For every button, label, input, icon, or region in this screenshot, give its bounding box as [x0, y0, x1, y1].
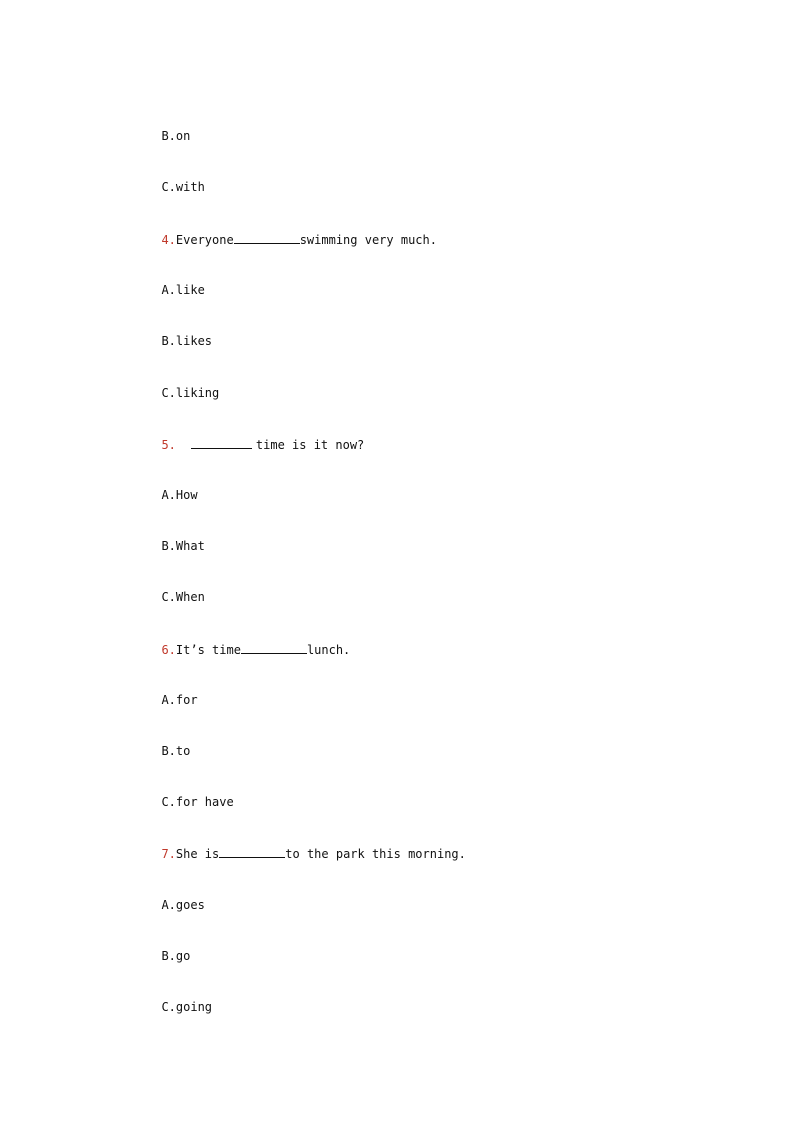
question-text-after: swimming very much. — [299, 233, 437, 247]
option-b-q7 — [147, 932, 190, 964]
answer-blank — [219, 845, 285, 858]
option-c-q4 — [147, 369, 219, 401]
question-text-after: time is it now? — [255, 438, 365, 452]
option-a-q5 — [147, 471, 198, 503]
question-text-after: to the park this morning. — [285, 847, 466, 861]
option-text: for have — [175, 795, 234, 809]
option-a-q6 — [147, 676, 198, 708]
question-4 — [147, 215, 437, 248]
option-a-q7 — [147, 881, 205, 913]
answer-blank — [241, 641, 307, 654]
question-text-before: Everyone — [175, 233, 234, 247]
option-text: When — [175, 590, 205, 604]
option-text: What — [175, 539, 205, 553]
question-number: 5. — [161, 438, 176, 452]
option-c-q3 — [147, 163, 205, 195]
option-text: for — [175, 693, 198, 707]
option-text: go — [175, 949, 191, 963]
option-text: goes — [175, 898, 205, 912]
question-text-before: It’s time — [175, 643, 241, 657]
option-label: C. — [161, 180, 176, 194]
option-label: C. — [161, 590, 176, 604]
answer-blank — [191, 436, 252, 449]
option-b-q6 — [147, 727, 190, 759]
option-text: on — [175, 129, 191, 143]
option-text: liking — [175, 386, 220, 400]
question-number: 7. — [161, 847, 176, 861]
question-6 — [147, 625, 350, 658]
option-text: to — [175, 744, 191, 758]
option-text: likes — [175, 334, 213, 348]
option-b-q4 — [147, 317, 212, 349]
option-text: How — [175, 488, 198, 502]
option-label: C. — [161, 386, 176, 400]
option-b-q3 — [147, 112, 190, 144]
option-label: A. — [161, 488, 176, 502]
option-label: B. — [161, 744, 176, 758]
option-label: B. — [161, 334, 176, 348]
option-label: B. — [161, 539, 176, 553]
option-label: C. — [161, 795, 176, 809]
option-label: B. — [161, 129, 176, 143]
option-label: A. — [161, 693, 176, 707]
option-label: B. — [161, 949, 176, 963]
option-a-q4 — [147, 266, 205, 298]
option-text: with — [175, 180, 205, 194]
option-text: like — [175, 283, 205, 297]
question-number: 6. — [161, 643, 176, 657]
question-7 — [147, 829, 466, 862]
answer-blank — [234, 231, 300, 244]
option-label: A. — [161, 283, 176, 297]
option-c-q6 — [147, 778, 234, 810]
option-label: C. — [161, 1000, 176, 1014]
question-number: 4. — [161, 233, 176, 247]
option-text: going — [175, 1000, 213, 1014]
option-c-q5 — [147, 573, 205, 605]
question-text-before: She is — [175, 847, 220, 861]
question-5 — [147, 420, 364, 453]
question-text-after: lunch. — [306, 643, 351, 657]
option-c-q7 — [147, 983, 212, 1015]
option-label: A. — [161, 898, 176, 912]
option-b-q5 — [147, 522, 205, 554]
